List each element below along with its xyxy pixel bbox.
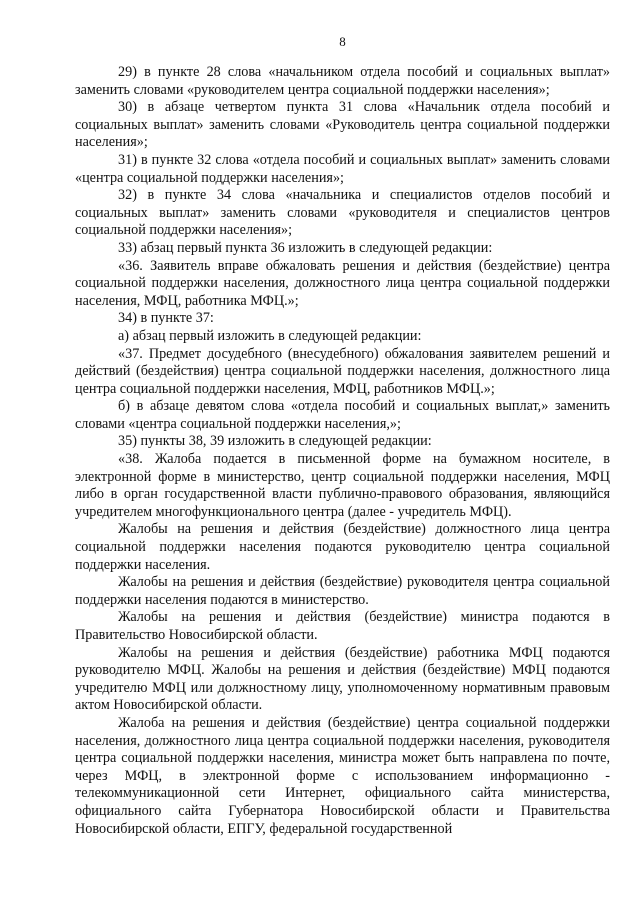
- paragraph-complaints-head: Жалобы на решения и действия (бездействие) руководителя центра социальной поддержки населения подаются в министерство.: [75, 574, 610, 608]
- paragraph-point-36-text: «36. Заявитель вправе обжаловать решения и действия (бездействие) центра социальной поддержки населения, должностного лица центра социальной поддержки населения, МФЦ, работника МФЦ.»;: [75, 257, 610, 309]
- paragraph-35: 35) пункты 38, 39 изложить в следующей редакции:: [118, 433, 432, 450]
- paragraph-30: 30) в абзаце четвертом пункта 31 слова «Начальник отдела пособий и социальных выплат» заменить словами «Руководитель центра социальной поддержки населения»;: [75, 99, 610, 151]
- paragraph-33: 33) абзац первый пункта 36 изложить в следующей редакции:: [118, 239, 493, 256]
- paragraph-32: 32) в пункте 34 слова «начальника и специалистов отделов пособий и социальных выплат» заменить словами «руководителя и специалистов центров социальной поддержки населения»;: [75, 187, 610, 239]
- document-page: [75, 34, 610, 838]
- paragraph-34: 34) в пункте 37:: [118, 310, 214, 327]
- paragraph-29: 29) в пункте 28 слова «начальником отдела пособий и социальных выплат» заменить словами «руководителем центра социальной поддержки населения»;: [75, 64, 610, 98]
- paragraph-complaint-channels: Жалоба на решения и действия (бездействие) центра социальной поддержки населения, должностного лица центра социальной поддержки населения, руководителя центра социальной поддержки населения, министра может быть направлена по почте, через МФЦ, в электронной форме с использованием информационно - телекоммуникационной сети Интернет, официального сайта министерства, официального сайта Губернатора Новосибирской области и Правительства Новосибирской области, ЕПГУ, федеральной государственной: [75, 714, 610, 837]
- paragraph-34-a: а) абзац первый изложить в следующей редакции:: [118, 327, 422, 344]
- paragraph-point-37-text: «37. Предмет досудебного (внесудебного) обжалования заявителем решений и действий (бездействия) центра социальной поддержки населения, должностного лица центра социальной поддержки населения, МФЦ, работников МФЦ.»;: [75, 345, 610, 397]
- paragraph-point-38-text: «38. Жалоба подается в письменной форме на бумажном носителе, в электронной форме в министерство, центр социальной поддержки населения, МФЦ либо в орган государственной власти публично-правового образования, являющийся учредителем многофункционального центра (далее - учредитель МФЦ).: [75, 451, 610, 520]
- paragraph-34-b: б) в абзаце девятом слова «отдела пособий и социальных выплат,» заменить словами «центра социальной поддержки населения,»;: [75, 398, 610, 432]
- paragraph-complaints-official: Жалобы на решения и действия (бездействие) должностного лица центра социальной поддержки населения подаются руководителю центра социальной поддержки населения.: [75, 521, 610, 573]
- paragraph-31: 31) в пункте 32 слова «отдела пособий и социальных выплат» заменить словами «центра социальной поддержки населения»;: [75, 151, 610, 186]
- paragraph-complaints-mfc: Жалобы на решения и действия (бездействие) работника МФЦ подаются руководителю МФЦ. Жалобы на решения и действия (бездействие) МФЦ подаются учредителю МФЦ или должностному лицу, уполномоченному нормативным правовым актом Новосибирской области.: [75, 644, 610, 714]
- page-number: 8: [339, 34, 346, 49]
- paragraph-complaints-minister: Жалобы на решения и действия (бездействие) министра подаются в Правительство Новосибирской области.: [75, 609, 610, 643]
